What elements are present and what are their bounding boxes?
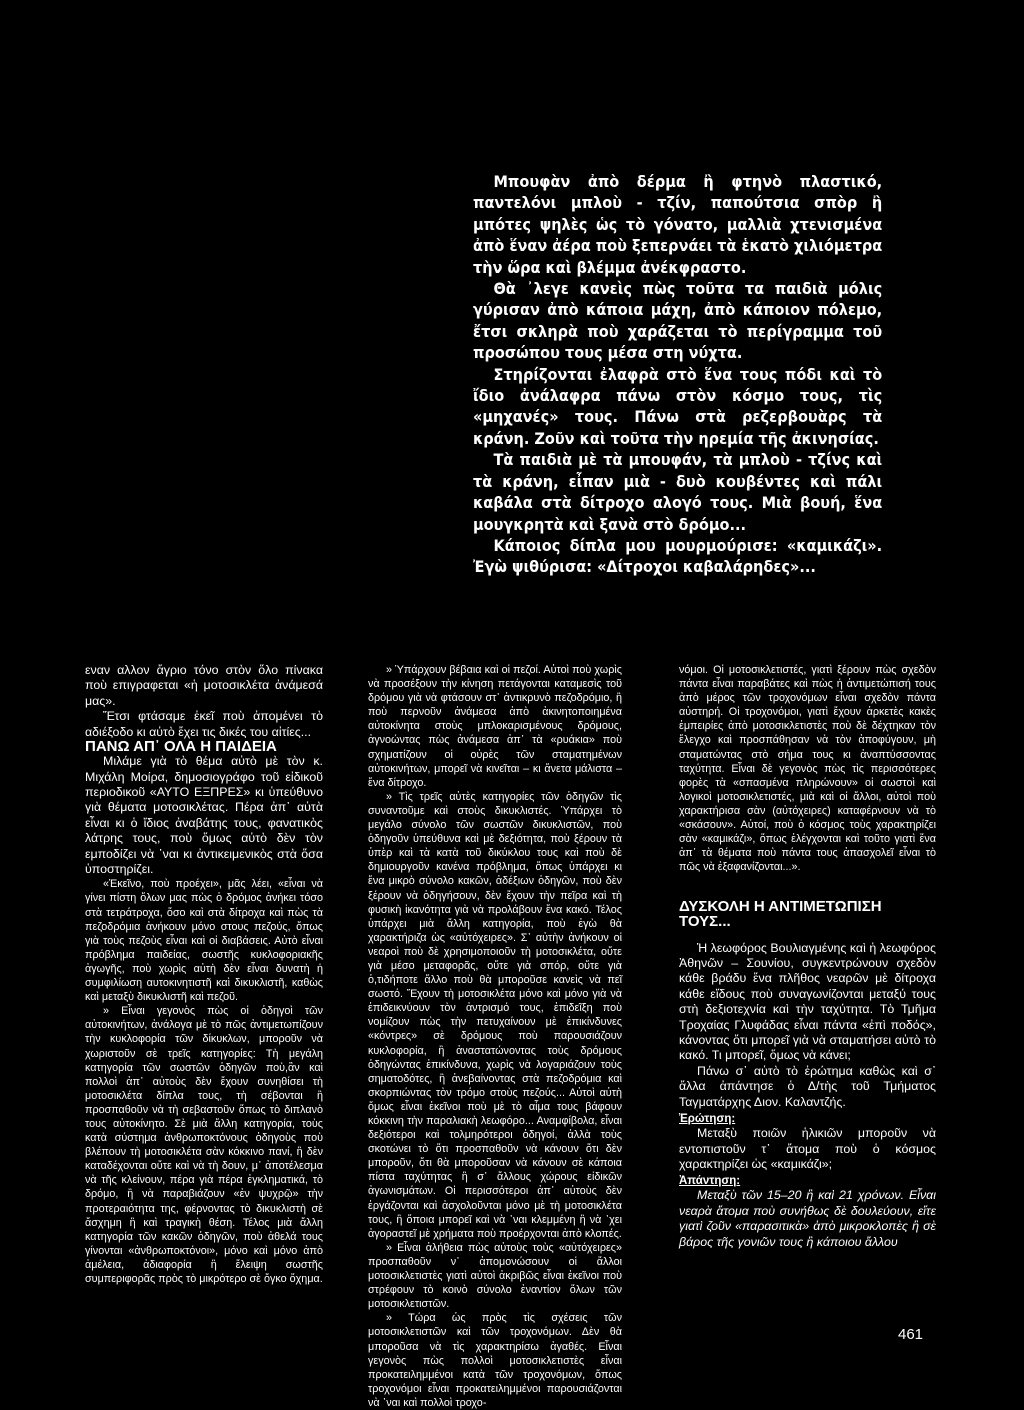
intro-paragraph-5: Κάποιος δίπλα μου μουρμούρισε: «καμικάζι». Ἐγὼ ψιθύρισα: «Δίτροχοι καβαλάρηδες»...: [473, 536, 883, 577]
intro-paragraph-4: Τὰ παιδιὰ μὲ τὰ μπουφάν, τὰ μπλοὺ - τζίνς καὶ τὰ κράνη, εἶπαν μιὰ - δυὸ κουβέντες καὶ πάλι καβάλα στὰ δίτροχο αλογό τους. Μιὰ βουή, ἕνα μουγκρητὰ καὶ ξανὰ στὸ δρόμο...: [473, 451, 883, 534]
intro-paragraph-3: Στηρίζονται ἐλαφρὰ στὸ ἕνα τους πόδι καὶ τὸ ἴδιο ἀνάλαφρα πάνω στὸν κόσμο τους, τὶς «μηχανές» τους. Πάνω στὰ ρεζερβουὰρς τὰ κράνη. Ζοῦν καὶ τοῦτα τὴν ηρεμία τῆς ἀκινησίας.: [473, 365, 883, 448]
column-3: [679, 663, 936, 1250]
question-text: Μεταξὺ ποιῶν ἡλικιῶν μποροῦν νὰ εντοπιστοῦν τ᾽ ἄτομα ποὺ ὁ κόσμος χαρακτηρίζει ὡς «καμικάζι»;: [679, 1126, 936, 1171]
answer-text: Μεταξὺ τῶν 15–20 ἢ καὶ 21 χρόνων. Εἶναι νεαρὰ ἄτομα ποὺ συνήθως δὲ δουλεύουν, εἴτε γιατὶ ζοῦν «παρασιτικὰ» ἀπὸ μικροκλοπὲς ἢ σὲ βάρος τῆς γονιῶν τους ἢ κάποιου ἄλλου: [679, 1188, 936, 1249]
col2-paragraph-3: » Εἶναι ἀλήθεια πὼς αὐτοὺς τοὺς «αὐτόχειρες» προσπαθοῦν ν᾽ ἀπομονώσουν οἱ ἄλλοι μοτοσικλετιστὲς γιατὶ αὐτοὶ ἀκριβῶς εἶναι ἐκεῖνοι ποὺ στρέφουν τὸ κοινὸ σύνολο ἐναντίον ὅλων τῶν μοτοσικλετιστῶν.: [368, 1241, 622, 1311]
page-number: 461: [898, 1326, 924, 1343]
col1-paragraph-4: «Ἐκεῖνο, ποὺ προέχει», μᾶς λέει, «εἶναι νὰ γίνει πίστη ὅλων μας πὼς ὁ δρόμος ἀνήκει τόσο στὰ τετράτροχα, ὅσο καὶ στὰ δίτροχα καὶ πὼς τὰ πεζοδρόμια ἀνήκουν μόνο στους πεζούς, ὅπως γιὰ τοὺς πεζοὺς εἶναι καὶ οἱ διαβάσεις. Αὐτὸ εἶναι πρόβλημα παιδείας, σωστῆς κυκλοφοριακῆς ἀγωγῆς, ποὺ χωρὶς αὐτὴ δὲν εἶναι δυνατὴ ἡ συμφιλίωση αυτοκινητιστῆ καὶ δικυκλιστῆ, καθὼς καὶ μεταξὺ δικυκλιστῆ καὶ πεζοῦ.: [85, 878, 323, 1004]
column-2: [368, 663, 622, 1410]
col2-paragraph-1: » Ὑπάρχουν βέβαια καὶ οἱ πεζοί. Αὐτοὶ ποὺ χωρὶς νὰ προσέξουν τὴν κίνηση πετάγονται καταμεσὶς τοῦ δρόμου γιὰ νὰ φτάσουν στ᾽ ἀντικρυνὸ πεζοδρόμιο, ἢ ποὺ περνοῦν ἀνάμεσα ἀπὸ ἀκινητοποιημένα αὐτοκίνητα στοὺς μπλοκαρισμένους δρόμους, ἀγνοώντας πὼς ἀνάμεσα ἀπ᾽ τὰ «ρυάκια» ποὺ σχηματίζουν οἱ οὐρὲς τῶν σταματημένων αὐτοκινήτων, μπορεῖ νὰ κινεῖται – κι ἄνετα μάλιστα – ἕνα δίτροχο.: [368, 664, 622, 789]
answer-label: Ἀπάντηση:: [679, 1175, 741, 1188]
intro-block: [473, 172, 882, 579]
col3-paragraph-2: Ἡ λεωφόρος Βουλιαγμένης καὶ ἡ λεωφόρος Ἀθηνῶν – Σουνίου, συγκεντρώνουν σχεδὸν κάθε βράδυ ἕνα πλῆθος νεαρῶν μὲ δίτροχα κάθε εἴδους ποὺ συναγωνίζονται μεταξύ τους στὴ δεξιοτεχνία καὶ τὴν ταχύτητα. Τὸ Τμῆμα Τροχαίας Γλυφάδας εἶναι πάντα «ἐπὶ ποδός», κάνοντας ὅτι μπορεῖ γιὰ νὰ σταματήσει αὐτὸ τὸ κακό. Τι μπορεῖ, ὅμως νὰ κάνει;: [679, 940, 936, 1063]
col3-paragraph-3: Πάνω σ᾽ αὐτὸ τὸ ἐρώτημα καθὼς καὶ σ᾽ ἄλλα ἀπάντησε ὁ Δ/τὴς τοῦ Τμήματος Ταγματάρχης Διον. Καλαντζής.: [679, 1063, 936, 1109]
col2-paragraph-2: » Τὶς τρεῖς αὐτὲς κατηγορίες τῶν ὁδηγῶν τὶς συναντοῦμε καὶ στοὺς δικυκλιστές. Ὑπάρχει τὸ μεγάλο σύνολο τῶν σωστῶν δικυκλιστῶν, ποὺ ὁδηγοῦν ὑπεύθυνα καὶ μὲ δεξιότητα, ποὺ ξέρουν τὰ ὑπὲρ καὶ τὰ κατὰ τοῦ δικύκλου τους καὶ ποὺ δὲ δημιουργοῦν κανένα πρόβλημα, ὅπως ὑπάρχει κι ἕνα μικρὸ σύνολο κακῶν, ἀδέξιων ὁδηγῶν, ποὺ δὲν ξέρουν νὰ ὁδηγήσουν, δὲν ἔχουν τὴν πεῖρα καὶ τὴ φυσικὴ ἱκανότητα γιὰ νὰ προλάβουν ἕνα κακό. Τέλος ὑπάρχει μιὰ ἄλλη κατηγορία, ποὺ ἐγὼ θὰ χαρακτήριζα ὡς «αὐτόχειρες». Σ᾽ αὐτὴν ἀνήκουν οἱ νεαροὶ ποὺ δὲ χρησιμοποιοῦν τὴ μοτοσικλέτα, οὔτε γιὰ μέσο μεταφορᾶς, οὔτε γιὰ σπόρ, οὔτε γιὰ ὁ,τιδήποτε ἄλλο ποὺ θὰ μποροῦσε κανεὶς νὰ πεῖ σωστό. Ἔχουν τὴ μοτοσικλέτα μόνο καὶ μόνο γιὰ νὰ ἐπιδεικνύουν τὸν ἀντρισμό τους, ἐπιδεῖξη ποὺ νομίζουν πὼς τὴν πετυχαίνουν μὲ ἐπικίνδυνες «κόντρες» σὲ δρόμους ποὺ παρουσιάζουν κυκλοφορία, ἢ ἀναστατώνοντας τοὺς δρόμους ὁδηγώντας ἐπικίνδυνα, χωρὶς νὰ λογαριάζουν τοὺς σηματοδότες, ἢ ἀνεβαίνοντας στὰ πεζοδρόμια καὶ σκορπιώντας τὸν τρόμο στοὺς πεζούς... Αὐτοὶ αὐτὴ ὅμως εἶναι ἐκεῖνοι ποὺ μὲ τὸ αἷμα τους βάφουν κόκκινη τὴν παραλιακὴ λεωφόρο... Αναμφίβολα, εἶναι δεξιότεροι καὶ τολμηρότεροι ὁδηγοί, ἀλλὰ τοὺς σκοτώνει τὸ ὅτι προσπαθοῦν νὰ κάνουν ὅτι δὲν μποροῦν, ὅτι θὰ μποροῦσαν νὰ κάνουν σὲ κάποια πίστα ταχύτητας ἢ σ᾽ ἄλλους χώρους εἰδικῶν ἀγωνισμάτων. Οἱ περισσότεροι ἀπ᾽ αὐτοὺς δὲν ἐργάζονται καὶ ἀσχολοῦνται μόνο μὲ τὴ μοτοσικλέτα τους, ἢ ὅποια μπορεῖ καὶ νὰ ᾽ναι κλεμμένη ἢ νὰ ᾽χει ἀγοραστεῖ μὲ χρήματα ποὺ προέρχονται ἀπὸ κλοπές.: [368, 790, 622, 1240]
intro-paragraph-2: Θὰ ᾽λεγε κανεὶς πὼς τοῦτα τα παιδιὰ μόλις γύρισαν ἀπὸ κάποια μάχη, ἀπὸ κάποιον πόλεμο, ἔτσι σκληρὰ ποὺ χαράζεται τὸ περίγραμμα τοῦ προσώπου τους μέσα στη νύχτα.: [473, 280, 883, 363]
col1-paragraph-5: » Εἶναι γεγονὸς πὼς οἱ ὁδηγοὶ τῶν αὐτοκινήτων, ἀνάλογα μὲ τὸ πῶς ἀντιμετωπίζουν τὴν κυκλοφορία τῶν δίκυκλων, μποροῦν νὰ χωριστοῦν σὲ τρεῖς κατηγορίες: Τὴ μεγάλη κατηγορία τῶν σωστῶν ὁδηγῶν ποὺ,ἂν καὶ πολλοὶ ἀπ᾽ αὐτοὺς δὲν ἔχουν συνηθίσει τὴ μοτοσικλέτα δίπλα τους, τὴ σέβονται ἢ προσπαθοῦν νὰ τὴ σεβαστοῦν ὅπως τὸ διπλανὸ τους αὐτοκίνητο. Σὲ μιὰ ἄλλη κατηγορία, τοὺς κατὰ σύστημα ἀνθρωποκτόνους ὁδηγοὺς ποὺ βλέπουν τὴ μοτοσικλέτα σὰν κόκκινο πανί, ἢ δὲν καταδέχονται οὔτε καὶ νὰ τὴ δουν, μ᾽ ἀποτέλεσμα νὰ τῆς κλείνουν, πέρα γιὰ πέρα ἐγκληματικά, τὸ δρόμο, ἢ νὰ παραβιάζουν «ἐν ψυχρῷ» τὴν προτεραιότητα της, φέρνοντας τὸ δικυκλιστὴ σὲ ἄσχημη ἢ καὶ τραγικὴ θέση. Τέλος μιὰ ἄλλη κατηγορία τῶν κακῶν ὁδηγῶν, ποὺ ἀθελά τους γίνονται «ἀνθρωποκτόνοι», μόνο καὶ μόνο ἀπὸ ἀμέλεια, ἀδιαφορία ἢ ἔλειψη σωστῆς συμπεριφορᾶς πρὸς τὸ μικρότερο σὲ ὄγκο ὄχημα.: [85, 1005, 323, 1285]
col1-heading: ΠΑΝΩ ΑΠ᾽ ΟΛΑ Η ΠΑΙΔΕΙΑ: [85, 738, 277, 756]
col1-paragraph-3: Μιλάμε γιὰ τὸ θέμα αὐτὸ μὲ τὸν κ. Μιχάλη Μοίρα, δημοσιογράφο τοῦ εἰδικοῦ περιοδικοῦ «ΑΥΤΟ ΕΞΠΡΕΣ» κι ὑπεύθυνο γιὰ θέματα μοτοσικλέτας. Πέρα ἀπ᾽ αὐτὰ εἶναι κι ὁ ἴδιος ἀναβάτης τους, φανατικὸς λάτρης τους, ποὺ ὅμως αὐτὸ δὲν τὸν εμποδίζει νὰ ᾽ναι κι ἀντικειμενικὸς στὰ ὅσα ὑποστηρίζει.: [85, 754, 323, 876]
intro-paragraph-1: Μπουφὰν ἀπὸ δέρμα ἢ φτηνὸ πλαστικό, παντελόνι μπλοὺ - τζίν, παπούτσια σπὸρ ἢ μπότες ψηλὲς ὡς τὸ γόνατο, μαλλιὰ χτενισμένα ἀπὸ ἕναν ἀέρα ποὺ ξεπερνάει τὰ ἑκατὸ χιλιόμετρα τὴν ὥρα καὶ βλέμμα ἀνέκφραστο.: [473, 173, 883, 277]
column-1: [85, 663, 323, 1286]
question-label: Ἐρώτηση:: [679, 1113, 736, 1126]
col1-paragraph-1: εναν αλλον ἄγριο τόνο στὸν ὅλο πίνακα ποὺ επιγραφεται «ἡ μοτοσικλέτα ἀνάμεσά μας».: [85, 663, 323, 708]
col1-paragraph-2: Ἔτσι φτάσαμε ἐκεῖ ποὺ ἀπομένει τὸ αδιέξοδο κι αὐτὸ ἔχει τις δικές του αἰτίες...: [85, 709, 323, 739]
col3-paragraph-1: νόμοι. Οἱ μοτοσικλετιστές, γιατὶ ξέρουν πὼς σχεδὸν πάντα εἶναι παραβάτες καὶ πὼς ἡ ἀντιμετώπισή τους ἀπὸ μέρος τῶν τροχονόμων εἶναι σχεδὸν πάντα αὐστηρή. Οἱ τροχονόμοι, γιατὶ ἔχουν ἀρκετὲς κακὲς ἐμπειρίες ἀπὸ μοτοσικλετιστὲς ποὺ δὲ δέχτηκαν τὸν ἔλεγχο καὶ προσπάθησαν νὰ τὸν ἀποφύγουν, μὴ σταματώντας στὸ σήμα τους κι ἀναπτύσσοντας ταχύτητα. Εἶναι δὲ γεγονὸς πὼς τὶς περισσότερες φορὲς τὰ «σπασμένα πληρώνουν» οἱ σωστοὶ καὶ λογικοὶ μοτοσικλετιστές, μιὰ καὶ οἱ ἄλλοι, αὐτοὶ ποὺ χαρακτήρισα σὰν (αὐτόχειρες) καταφέρνουν νὰ τὸ «σκάσουν». Αὐτοί, ποὺ ὁ κόσμος τοὺς χαρακτηρίζει σὰν «καμικάζι», ὅπως ἐλέγχονται καὶ τοῦτο γιατὶ ἕνα ἀπ᾽ τὰ θέματα ποὺ πάντα τους ἀπασχολεῖ εἶναι τὸ πῶς νὰ ἐξαφανίζονται...».: [679, 664, 936, 874]
col2-paragraph-4: » Τώρα ὡς πρὸς τὶς σχέσεις τῶν μοτοσικλετιστῶν καὶ τῶν τροχονόμων. Δὲν θὰ μποροῦσα νὰ τὶς χαρακτηρίσω ἀγαθές. Εἶναι γεγονὸς πὼς πολλοὶ μοτοσικλετιστὲς εἶναι προκατειλημμένοι κατὰ τῶν τροχονόμων, ὅπως τροχονόμοι εἶναι προκατειλημμένοι παρουσιάζονται νὰ ᾽ναι καὶ πολλοὶ τροχο-: [368, 1312, 622, 1409]
col3-heading: ΔΥΣΚΟΛΗ Η ΑΝΤΙΜΕΤΩΠΙΣΗ ΤΟΥΣ...: [679, 898, 882, 930]
